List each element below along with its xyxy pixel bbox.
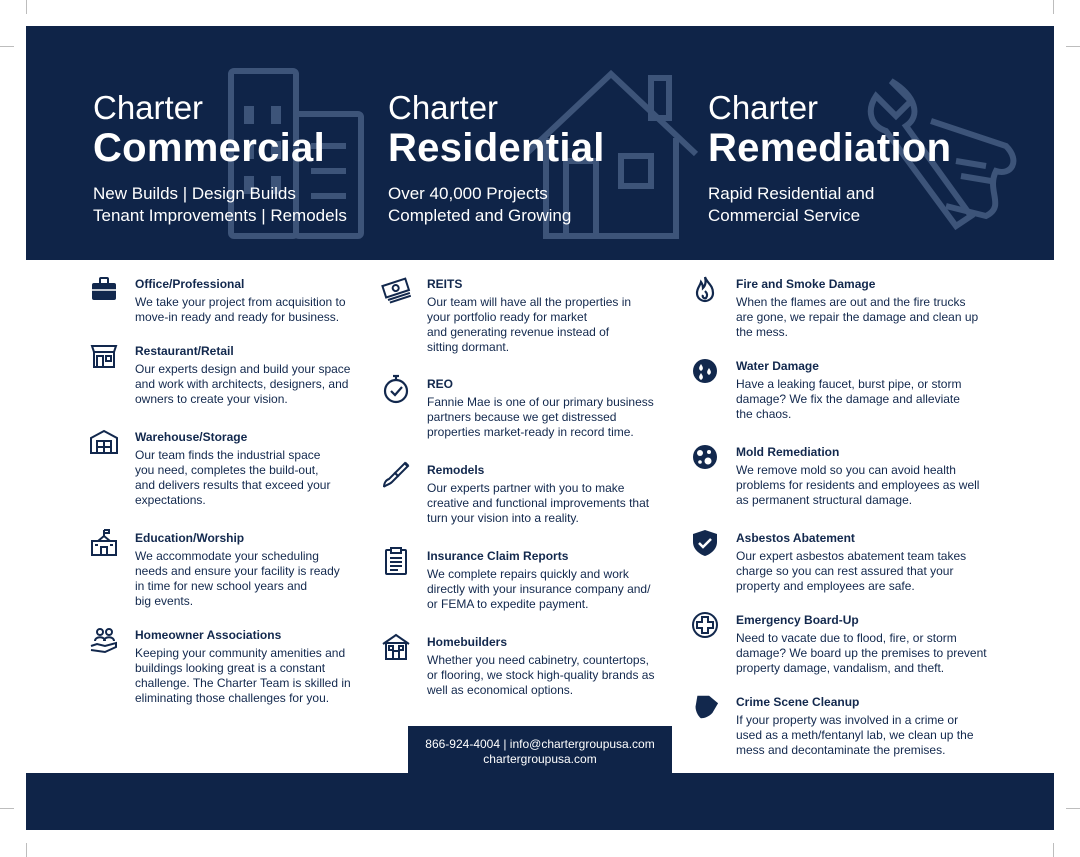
service-remodels [427,463,697,526]
paint-brush-icon [381,460,411,490]
service-title: Restaurant/Retail [135,344,234,358]
service-insurance-claim-reports [427,549,697,612]
crop-mark [0,46,14,47]
service-office-professional [135,277,405,325]
crop-mark [26,0,27,14]
service-restaurant-retail [135,344,405,407]
service-water-damage [736,359,996,422]
service-description: Our experts partner with you to make creative and functional improvements that turn your vision into a reality. [427,481,650,525]
service-description: Whether you need cabinetry, countertops, or flooring, we stock high-quality brands as well as economical options. [427,653,655,697]
remediation-subtitle-line1: Rapid Residential and [708,184,875,203]
remediation-title: Remediation [708,126,952,170]
service-description: If your property was involved in a crime or used as a meth/fentanyl lab, we clean up the mess and decontaminate the premises. [736,713,974,757]
service-description: Fannie Mae is one of our primary business partners because we get distressed properties market-ready in record time. [427,395,654,439]
service-reo [427,377,697,440]
residential-subtitle-line1: Over 40,000 Projects [388,184,548,203]
shield-check-icon [690,528,720,558]
service-description: We remove mold so you can avoid health problems for residents and employees as well as permanent structural damage. [736,463,980,507]
service-title: Insurance Claim Reports [427,549,569,563]
service-title: Remodels [427,463,485,477]
service-description: Need to vacate due to flood, fire, or storm damage? We board up the premises to prevent property damage, vandalism, and theft. [736,631,987,675]
medical-cross-icon [690,610,720,640]
remediation-subtitle [708,183,951,227]
service-title: Crime Scene Cleanup [736,695,860,709]
commercial-subtitle-line1: New Builds | Design Builds [93,184,296,203]
storefront-icon [89,341,119,371]
service-title: Education/Worship [135,531,245,545]
police-badge-icon [690,692,720,722]
residential-subtitle [388,183,605,227]
service-title: Office/Professional [135,277,245,291]
water-drops-icon [690,356,720,386]
commercial-header [93,90,347,227]
residential-brand: Charter [388,89,499,126]
residential-subtitle-line2: Completed and Growing [388,206,572,225]
briefcase-icon [89,274,119,304]
service-description: We complete repairs quickly and work directly with your insurance company and/ or FEMA to expedite payment. [427,567,651,611]
crop-mark [1053,843,1054,857]
crop-mark [1053,0,1054,14]
remediation-subtitle-line2: Commercial Service [708,206,861,225]
residential-header [388,90,605,227]
service-mold-remediation [736,445,996,508]
service-title: REITS [427,277,463,291]
service-title: Warehouse/Storage [135,430,248,444]
service-title: Fire and Smoke Damage [736,277,876,291]
clipboard-icon [381,546,411,576]
crop-mark [26,843,27,857]
service-fire-smoke-damage [736,277,996,340]
service-homeowner-associations [135,628,405,706]
stopwatch-check-icon [381,374,411,404]
service-title: REO [427,377,454,391]
service-description: Keeping your community amenities and buildings looking great is a constant challenge. The Charter Team is skilled in eliminating those challenges for you. [135,646,351,705]
service-warehouse-storage [135,430,405,508]
service-crime-scene-cleanup [736,695,996,758]
service-description: When the flames are out and the fire trucks are gone, we repair the damage and clean up the mess. [736,295,979,339]
service-asbestos-abatement [736,531,996,594]
remediation-header [708,90,951,227]
service-title: Mold Remediation [736,445,840,459]
community-hand-icon [89,625,119,655]
commercial-subtitle [93,183,347,227]
service-title: Homeowner Associations [135,628,282,642]
service-education-worship [135,531,405,609]
warehouse-icon [89,427,119,457]
service-reits [427,277,697,355]
contact-website: chartergroupusa.com [483,752,597,766]
service-homebuilders [427,635,697,698]
service-description: Have a leaking faucet, burst pipe, or storm damage? We fix the damage and alleviate the chaos. [736,377,962,421]
service-title: Water Damage [736,359,819,373]
residential-title: Residential [388,126,605,170]
service-description: Our team will have all the properties in your portfolio ready for market and generating revenue instead of sitting dormant. [427,295,632,354]
crop-mark [1066,46,1080,47]
flame-icon [690,274,720,304]
service-title: Emergency Board-Up [736,613,859,627]
remediation-brand: Charter [708,89,819,126]
service-title: Homebuilders [427,635,508,649]
contact-phone-email: 866-924-4004 | info@chartergroupusa.com [425,737,655,751]
money-stack-icon [381,274,411,304]
header-band [26,26,1054,260]
school-icon [89,528,119,558]
commercial-brand: Charter [93,89,204,126]
service-description: Our expert asbestos abatement team takes charge so you can rest assured that your property and employees are safe. [736,549,967,593]
service-emergency-board-up [736,613,996,676]
crop-mark [1066,808,1080,809]
service-description: Our team finds the industrial space you need, completes the build-out, and delivers results that exceed your expectations. [135,448,331,507]
commercial-title: Commercial [93,126,325,170]
service-description: We accommodate your scheduling needs and ensure your facility is ready in time for new school years and big events. [135,549,340,608]
crop-mark [0,808,14,809]
service-title: Asbestos Abatement [736,531,855,545]
service-description: We take your project from acquisition to move-in ready and ready for business. [135,295,346,324]
commercial-subtitle-line2: Tenant Improvements | Remodels [93,206,347,225]
service-description: Our experts design and build your space and work with architects, designers, and owners to create your vision. [135,362,351,406]
mold-spores-icon [690,442,720,472]
townhouse-icon [381,632,411,662]
contact-box [408,726,672,830]
